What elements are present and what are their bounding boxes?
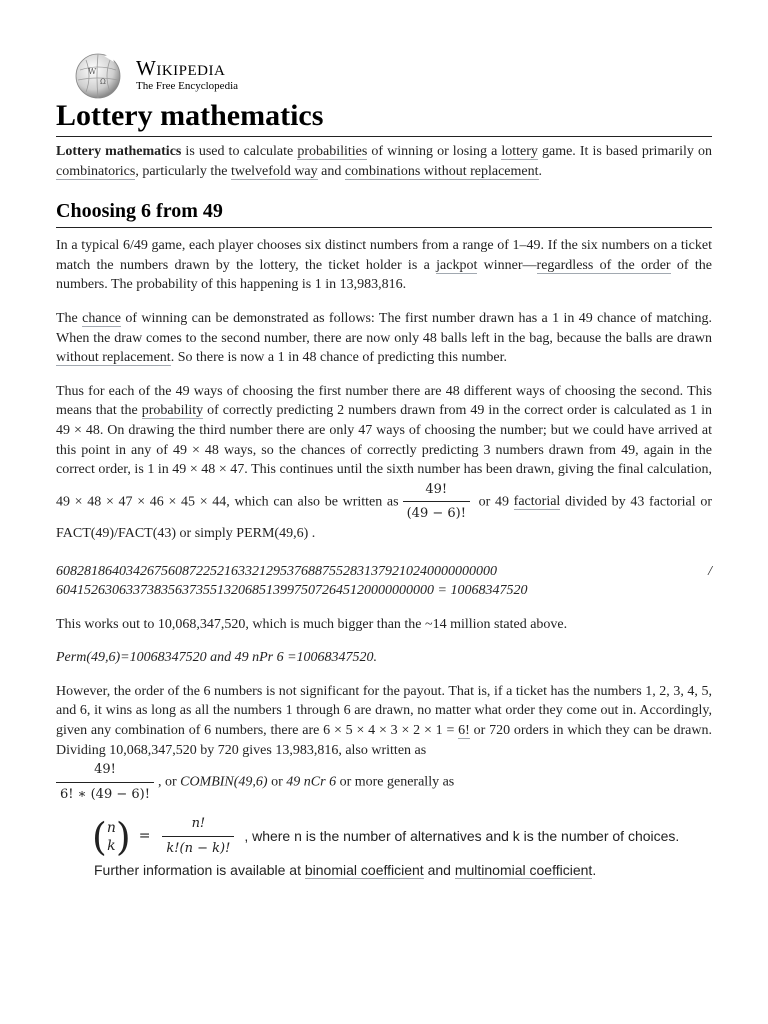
fraction-49-over-43: [403, 480, 470, 524]
long-number-slash: /: [708, 563, 712, 579]
page-title: Lottery mathematics: [56, 98, 712, 137]
right-paren: ): [115, 814, 131, 859]
left-paren: (: [92, 814, 107, 859]
paragraph-text: In a typical 6/49 game, each player chooses six distinct numbers from a range of 1–49. If the six numbers on a ticket match the numbers drawn by the lottery, the ticket holder is a: [56, 238, 712, 273]
link-combinatorics[interactable]: combinatorics: [56, 163, 136, 179]
fraction-denominator: k!(n − k)!: [166, 841, 231, 857]
binomial-top: n: [106, 819, 116, 836]
paragraph-text: or more generally as: [336, 774, 455, 790]
further-text: .: [592, 861, 597, 878]
fraction-numerator: 49!: [56, 760, 154, 783]
perm-line: Perm(49,6)=10068347520 and 49 nPr 6 =10068347520.: [56, 650, 378, 666]
fraction-binomial: [162, 814, 234, 858]
paragraph-text: of winning can be demonstrated as follows: The first number drawn has a 1 in 49 chance of matching. When the draw comes to the second number, there are now only 48 balls left in the bag, because the balls are drawn: [56, 310, 712, 346]
further-text: Further information is available at: [94, 861, 305, 878]
paragraph-text: of correctly predicting 2 numbers drawn from 49 in the correct order is calculated as 1 in 49 × 48. On drawing the third number there are only 47 ways of choosing the number; but we could have arrived at this point in any of 49 × 48 ways, so the chances of correctly predicting 3 numbers drawn from 49, again in the correct order, is 1 in 49 × 48 × 47. This continues until the sixth number has been drawn, giving the final calculation, 49 × 48 × 47 × 46 × 45 × 44, which can also be written as: [56, 403, 712, 510]
long-number-numerator: 608281864034267560872252163321295376887552831379210240000000000: [56, 563, 497, 579]
paragraph-text: divided by 43 factorial or FACT(49)/FACT(43) or simply PERM(49,6) .: [56, 494, 713, 541]
ncr-formula: 49 nCr 6: [286, 774, 337, 790]
long-number-denominator: 604152630633738356373551320685139975072645120000000000 = 10068347520: [56, 583, 528, 599]
article-body: [56, 142, 712, 880]
equals-sign: =: [138, 827, 151, 844]
link-twelvefold-way[interactable]: twelvefold way: [230, 163, 318, 179]
link-lottery[interactable]: lottery: [501, 144, 538, 159]
paragraph-text: or 720 orders in which they can be drawn. Dividing 10,068,347,520 by 720 gives 13,983,816, also written as: [56, 723, 713, 758]
fraction-numerator: 49!: [403, 480, 470, 503]
intro-paragraph: [56, 142, 712, 181]
fraction-numerator: n!: [162, 814, 234, 837]
paragraph-text: Thus for each of the 49 ways of choosing the first number there are 48 different ways of choosing the second. This means that the: [56, 383, 712, 419]
binomial-description: , where n is the number of alternatives and k is the number of choices.: [244, 827, 680, 844]
fraction-denominator: (49 − 6)!: [406, 506, 466, 522]
paragraph-text: , or: [157, 774, 181, 790]
paragraph-text: . So there is now a 1 in 48 chance of predicting this number.: [170, 350, 508, 366]
svg-text:Ω: Ω: [100, 78, 106, 86]
globe-puzzle-icon[interactable]: [74, 52, 122, 100]
fraction-combination: [56, 760, 154, 804]
link-multinomial-coefficient[interactable]: multinomial coefficient: [454, 861, 593, 878]
intro-bold-term: Lottery mathematics: [56, 144, 182, 159]
link-jackpot[interactable]: jackpot: [436, 257, 478, 273]
intro-text: , particularly the: [135, 163, 231, 179]
paragraph-text: However, the order of the 6 numbers is not significant for the payout. That is, if a ticket has the numbers 1, 2, 3, 4, 5, and 6, it wins as long as all the numbers 1 through 6 are drawn, no matter what order they come out in. Accordingly, given any combination of 6 numbers, there are 6 × 5 × 4 × 3 × 2 × 1 =: [56, 683, 712, 739]
binomial-bottom: k: [107, 837, 116, 854]
link-without-replacement[interactable]: without replacement: [56, 350, 171, 366]
paragraph-typical-game: [56, 236, 712, 295]
paragraph-text: or: [267, 774, 287, 790]
paragraph-chance: [56, 309, 712, 368]
link-6-factorial[interactable]: 6!: [458, 723, 470, 739]
section-heading: Choosing 6 from 49: [56, 199, 712, 228]
binomial-stack: [107, 819, 116, 855]
intro-text: .: [538, 163, 542, 179]
paragraph-text: of the numbers. The probability of this happening is 1 in 13,983,816.: [56, 257, 712, 293]
intro-text: is used to calculate: [181, 144, 298, 159]
binomial-formula: [92, 814, 238, 858]
link-probabilities[interactable]: probabilities: [297, 144, 368, 159]
link-chance[interactable]: chance: [82, 310, 121, 326]
svg-text:W: W: [88, 67, 97, 76]
link-regardless-of-order[interactable]: regardless of the order: [536, 257, 671, 273]
further-text: and: [423, 861, 455, 878]
further-information: [94, 861, 712, 881]
paragraph-text: winner—: [477, 257, 537, 273]
intro-text: of winning or losing a: [367, 144, 502, 159]
intro-text: and: [317, 163, 345, 179]
combin-formula: COMBIN(49,6): [180, 774, 268, 790]
binomial-formula-row: [92, 814, 712, 858]
wikipedia-tagline: The Free Encyclopedia: [136, 80, 239, 92]
wikipedia-wordmark[interactable]: Wikipedia: [136, 56, 226, 80]
fraction-denominator: 6! ∗ (49 − 6)!: [60, 786, 150, 802]
link-binomial-coefficient[interactable]: binomial coefficient: [304, 861, 424, 878]
paragraph-text: or 49: [473, 494, 514, 510]
long-number-block: [56, 562, 712, 601]
paragraph-text: The: [56, 310, 83, 326]
intro-text: game. It is based primarily on: [537, 144, 712, 159]
paragraph-order: [56, 682, 712, 805]
paragraph-ways: [56, 382, 712, 544]
paragraph-works-out: This works out to 10,068,347,520, which is much bigger than the ~14 million stated above.: [56, 616, 568, 632]
link-factorial[interactable]: factorial: [513, 494, 561, 510]
link-probability[interactable]: probability: [141, 403, 204, 419]
link-combinations-without-replacement[interactable]: combinations without replacement: [344, 163, 539, 179]
